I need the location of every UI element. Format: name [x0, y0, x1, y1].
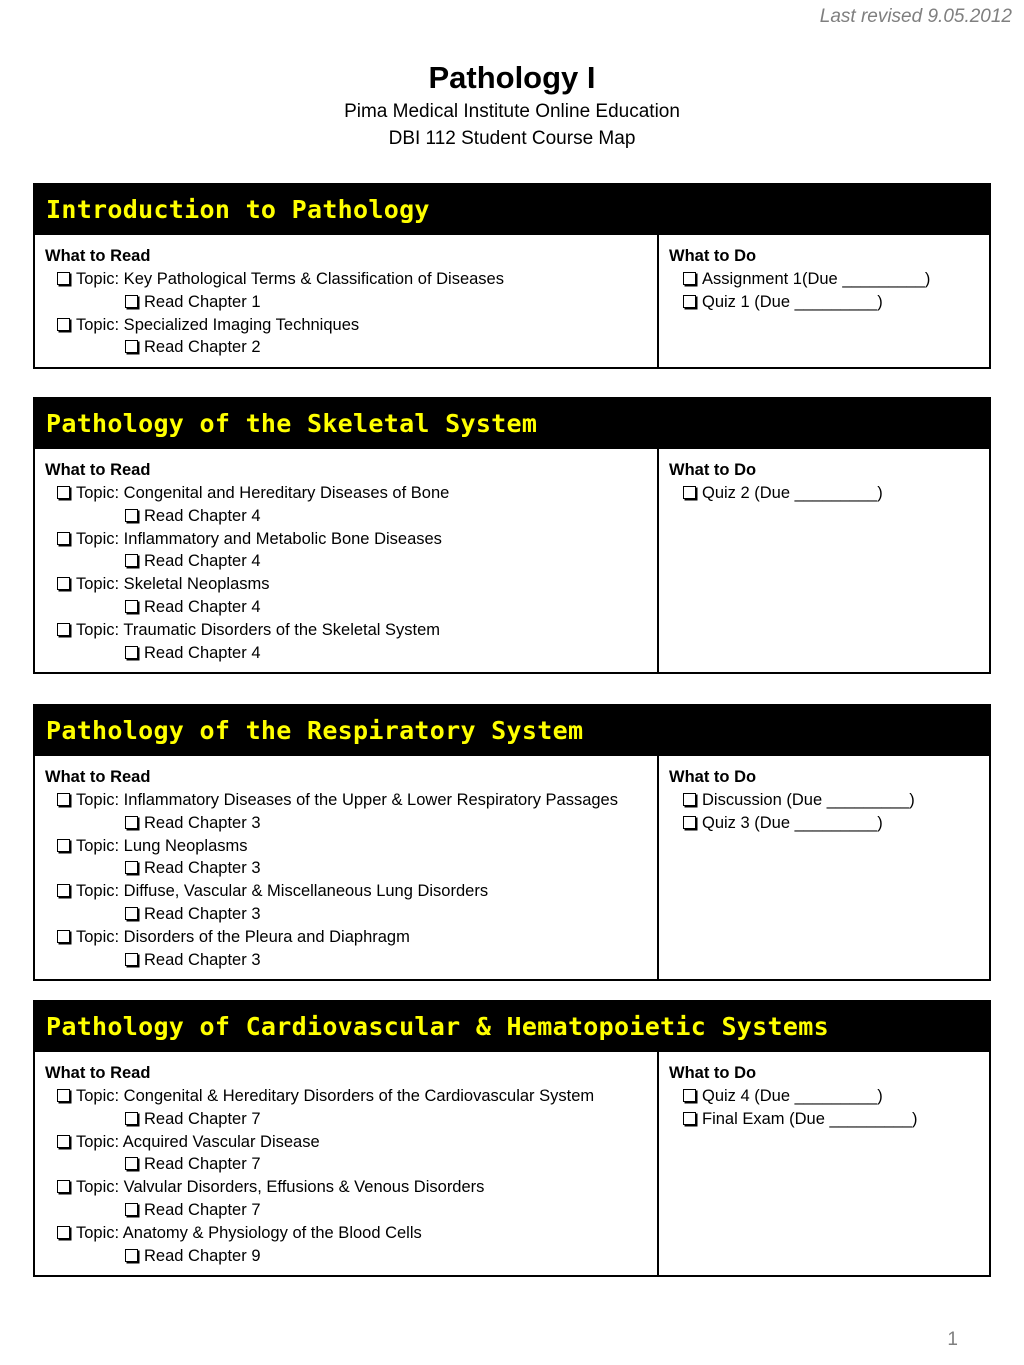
checkbox-icon[interactable]	[57, 1180, 70, 1193]
checkbox-icon[interactable]	[125, 816, 138, 829]
topic-item: Topic: Traumatic Disorders of the Skeletal System	[45, 619, 657, 642]
institution-subtitle: Pima Medical Institute Online Education	[344, 101, 680, 122]
checkbox-icon[interactable]	[57, 793, 70, 806]
section-title: Pathology of the Respiratory System	[35, 706, 989, 756]
checkbox-icon[interactable]	[57, 1226, 70, 1239]
what-to-read-label: What to Read	[45, 461, 151, 479]
chapter-item: Read Chapter 4	[45, 550, 657, 573]
topic-item: Topic: Inflammatory and Metabolic Bone Diseases	[45, 528, 657, 551]
section-title: Pathology of the Skeletal System	[35, 399, 989, 449]
section-introduction	[33, 183, 991, 369]
todo-item: Quiz 4 (Due _________)	[669, 1085, 989, 1108]
checkbox-icon[interactable]	[57, 1089, 70, 1102]
checkbox-icon[interactable]	[125, 907, 138, 920]
checkbox-icon[interactable]	[57, 839, 70, 852]
what-to-do-label: What to Do	[669, 247, 757, 265]
chapter-item: Read Chapter 7	[45, 1199, 657, 1222]
what-to-read-column	[35, 235, 659, 367]
checkbox-icon[interactable]	[57, 272, 70, 285]
checkbox-icon[interactable]	[125, 1157, 138, 1170]
chapter-item: Read Chapter 4	[45, 642, 657, 665]
checkbox-icon[interactable]	[125, 554, 138, 567]
what-to-do-label: What to Do	[669, 768, 757, 786]
last-revised-date: Last revised 9.05.2012	[819, 6, 1012, 27]
chapter-item: Read Chapter 9	[45, 1245, 657, 1268]
todo-item: Assignment 1(Due _________)	[669, 268, 989, 291]
what-to-read-column	[35, 1052, 659, 1275]
what-to-do-column	[659, 1052, 989, 1275]
checkbox-icon[interactable]	[683, 295, 696, 308]
topic-item: Topic: Disorders of the Pleura and Diaphragm	[45, 926, 657, 949]
what-to-read-label: What to Read	[45, 768, 151, 786]
checkbox-icon[interactable]	[57, 884, 70, 897]
what-to-read-label: What to Read	[45, 247, 151, 265]
section-cardiovascular-hematopoietic	[33, 1000, 991, 1277]
document-header	[0, 58, 1024, 152]
page-title: Pathology I	[428, 60, 596, 95]
checkbox-icon[interactable]	[57, 318, 70, 331]
checkbox-icon[interactable]	[125, 1203, 138, 1216]
checkbox-icon[interactable]	[57, 577, 70, 590]
what-to-do-column	[659, 449, 989, 672]
checkbox-icon[interactable]	[683, 1089, 696, 1102]
section-title: Pathology of Cardiovascular & Hematopoietic Systems	[35, 1002, 989, 1052]
chapter-item: Read Chapter 7	[45, 1108, 657, 1131]
todo-item: Quiz 2 (Due _________)	[669, 482, 989, 505]
checkbox-icon[interactable]	[125, 646, 138, 659]
checkbox-icon[interactable]	[683, 486, 696, 499]
checkbox-icon[interactable]	[125, 340, 138, 353]
what-to-do-label: What to Do	[669, 461, 757, 479]
checkbox-icon[interactable]	[125, 600, 138, 613]
topic-item: Topic: Skeletal Neoplasms	[45, 573, 657, 596]
topic-item: Topic: Congenital & Hereditary Disorders of the Cardiovascular System	[45, 1085, 657, 1108]
todo-item: Quiz 3 (Due _________)	[669, 812, 989, 835]
what-to-read-column	[35, 449, 659, 672]
page-number: 1	[947, 1329, 958, 1350]
todo-item: Quiz 1 (Due _________)	[669, 291, 989, 314]
chapter-item: Read Chapter 4	[45, 596, 657, 619]
checkbox-icon[interactable]	[57, 486, 70, 499]
checkbox-icon[interactable]	[683, 793, 696, 806]
checkbox-icon[interactable]	[57, 532, 70, 545]
chapter-item: Read Chapter 4	[45, 505, 657, 528]
checkbox-icon[interactable]	[57, 930, 70, 943]
what-to-do-label: What to Do	[669, 1064, 757, 1082]
section-title: Introduction to Pathology	[35, 185, 989, 235]
checkbox-icon[interactable]	[683, 816, 696, 829]
checkbox-icon[interactable]	[57, 623, 70, 636]
what-to-read-column	[35, 756, 659, 979]
chapter-item: Read Chapter 3	[45, 812, 657, 835]
topic-item: Topic: Congenital and Hereditary Diseases of Bone	[45, 482, 657, 505]
checkbox-icon[interactable]	[683, 272, 696, 285]
topic-item: Topic: Diffuse, Vascular & Miscellaneous Lung Disorders	[45, 880, 657, 903]
todo-item: Discussion (Due _________)	[669, 789, 989, 812]
chapter-item: Read Chapter 3	[45, 857, 657, 880]
checkbox-icon[interactable]	[125, 509, 138, 522]
checkbox-icon[interactable]	[57, 1135, 70, 1148]
topic-item: Topic: Specialized Imaging Techniques	[45, 314, 657, 337]
topic-item: Topic: Anatomy & Physiology of the Blood Cells	[45, 1222, 657, 1245]
course-subtitle: DBI 112 Student Course Map	[388, 128, 636, 149]
checkbox-icon[interactable]	[125, 861, 138, 874]
section-respiratory-system	[33, 704, 991, 981]
checkbox-icon[interactable]	[125, 953, 138, 966]
chapter-item: Read Chapter 1	[45, 291, 657, 314]
chapter-item: Read Chapter 3	[45, 949, 657, 972]
checkbox-icon[interactable]	[125, 295, 138, 308]
topic-item: Topic: Key Pathological Terms & Classification of Diseases	[45, 268, 657, 291]
topic-item: Topic: Lung Neoplasms	[45, 835, 657, 858]
chapter-item: Read Chapter 7	[45, 1153, 657, 1176]
topic-item: Topic: Acquired Vascular Disease	[45, 1131, 657, 1154]
section-skeletal-system	[33, 397, 991, 674]
topic-item: Topic: Inflammatory Diseases of the Upper & Lower Respiratory Passages	[45, 789, 657, 812]
checkbox-icon[interactable]	[125, 1249, 138, 1262]
checkbox-icon[interactable]	[125, 1112, 138, 1125]
chapter-item: Read Chapter 3	[45, 903, 657, 926]
checkbox-icon[interactable]	[683, 1112, 696, 1125]
what-to-read-label: What to Read	[45, 1064, 151, 1082]
topic-item: Topic: Valvular Disorders, Effusions & Venous Disorders	[45, 1176, 657, 1199]
what-to-do-column	[659, 756, 989, 979]
todo-item: Final Exam (Due _________)	[669, 1108, 989, 1131]
chapter-item: Read Chapter 2	[45, 336, 657, 359]
what-to-do-column	[659, 235, 989, 367]
